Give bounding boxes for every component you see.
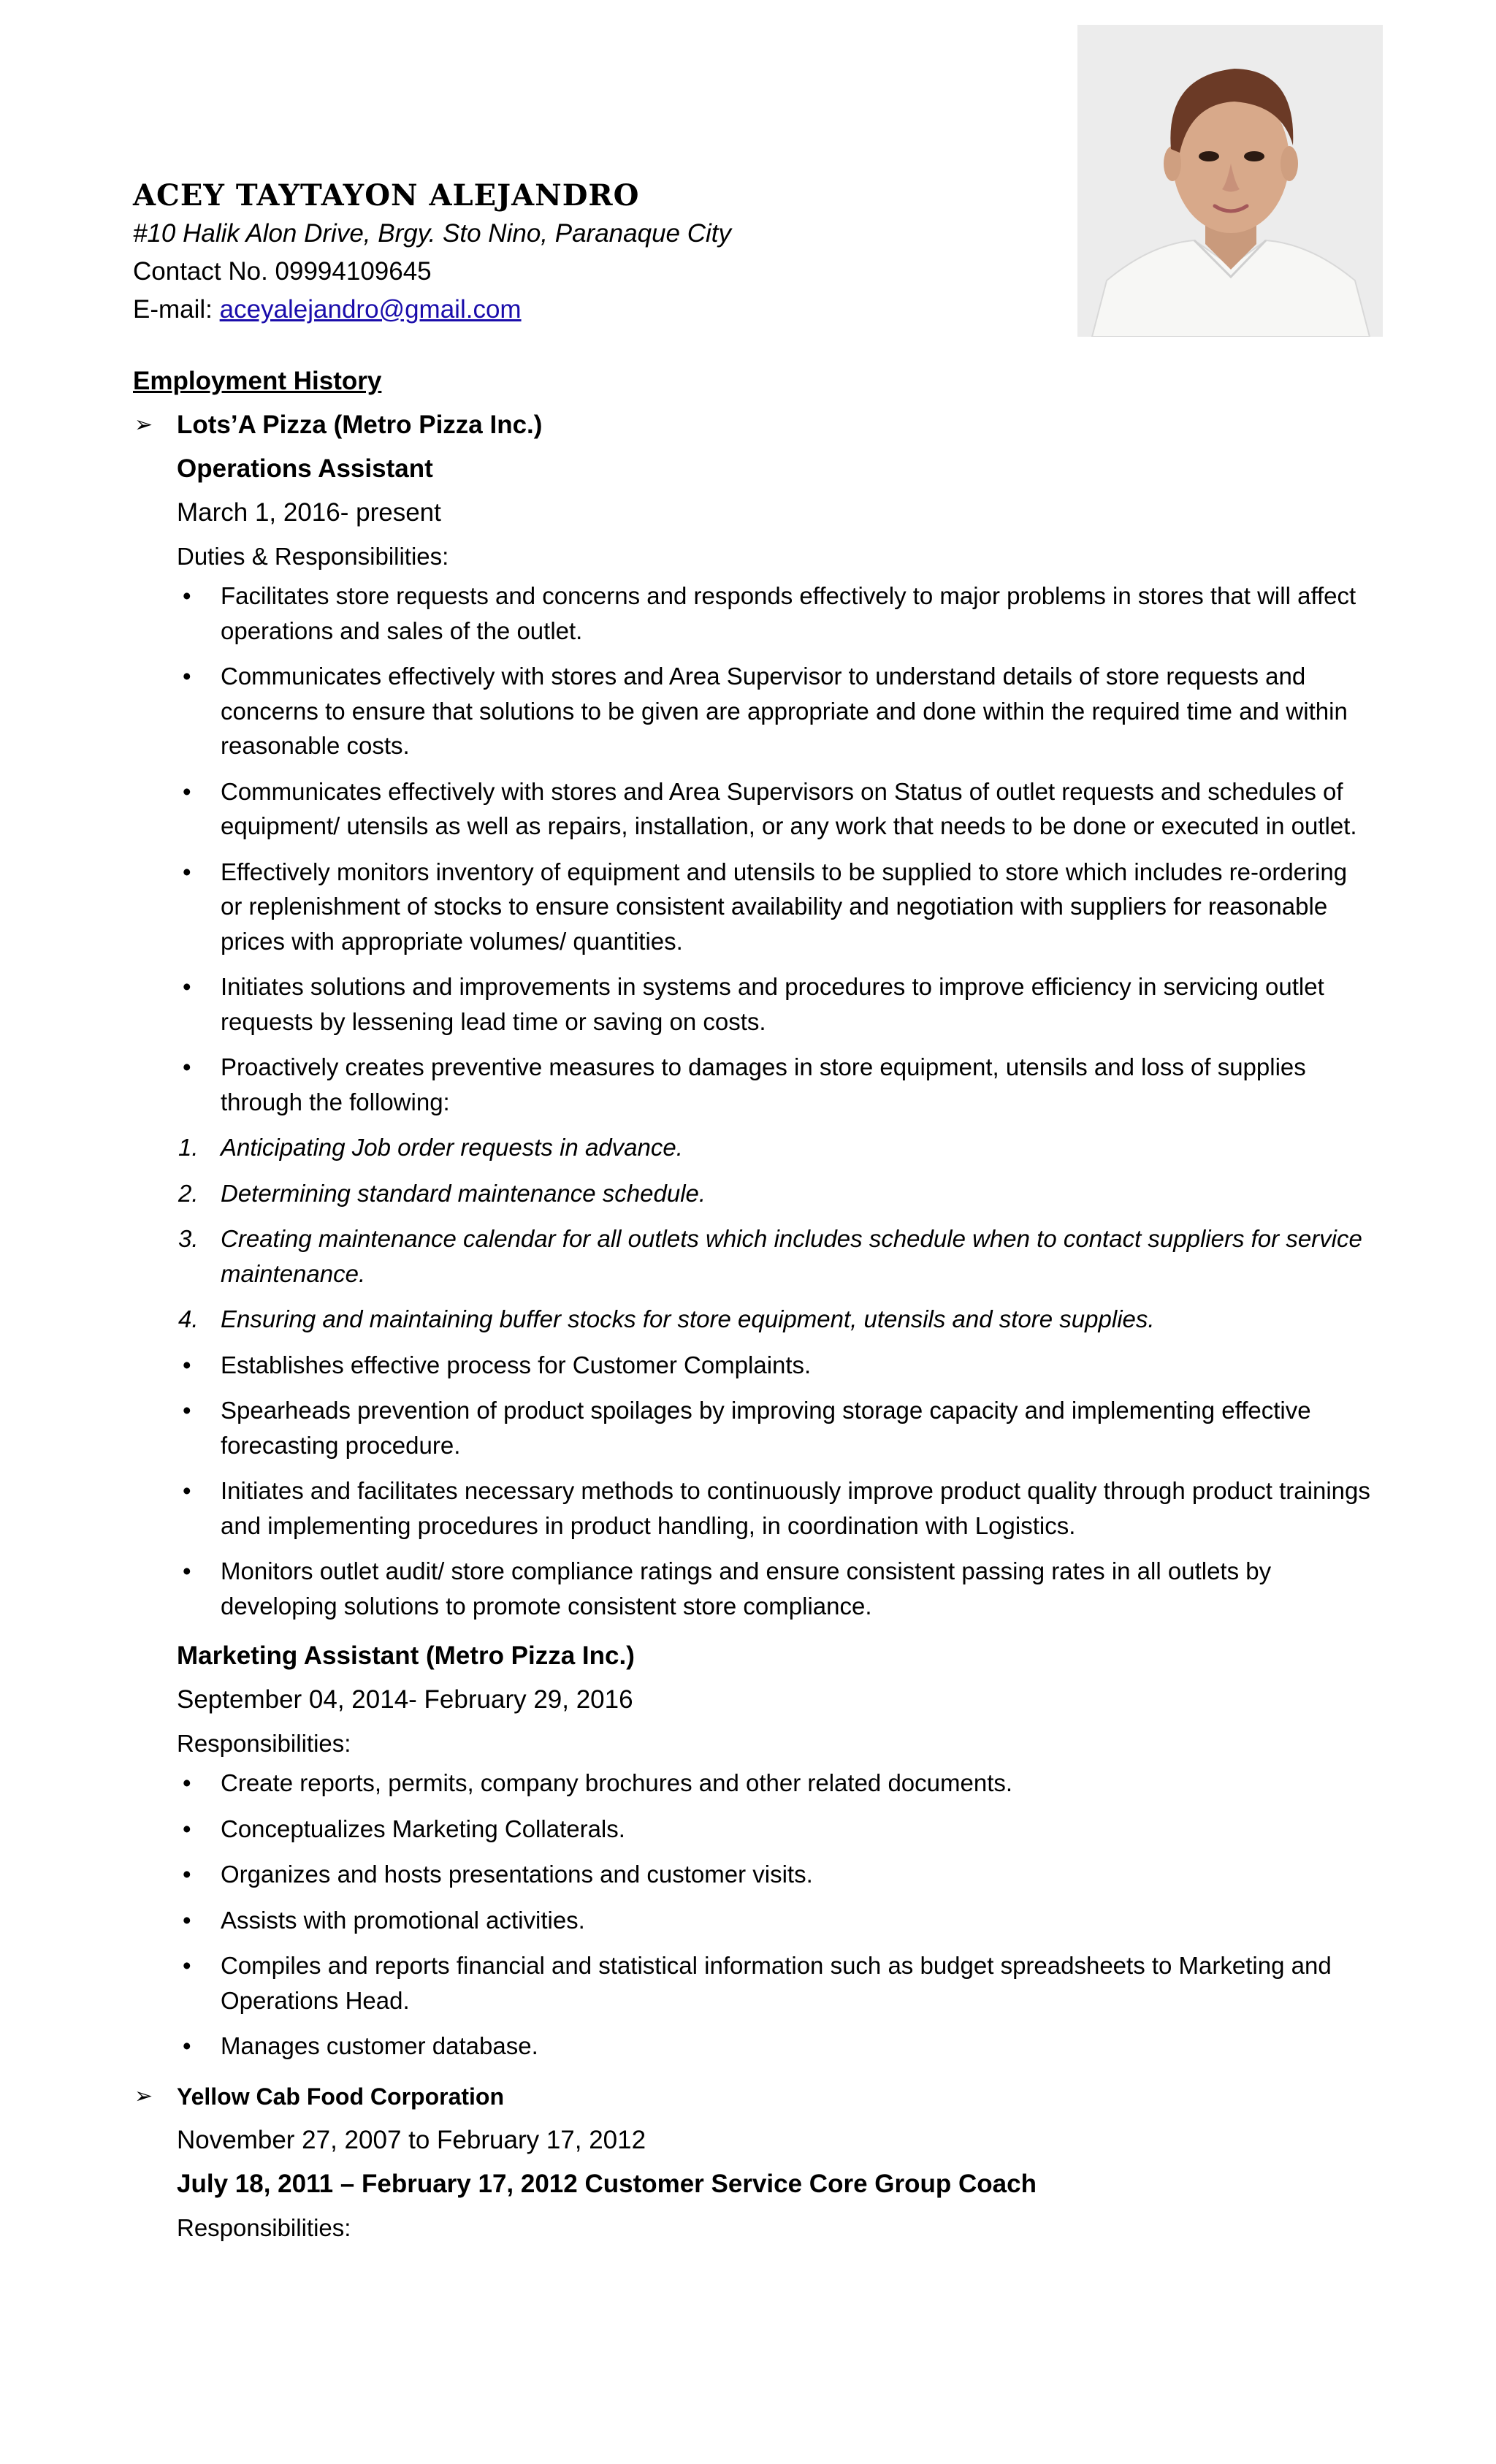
- list-item: [133, 1554, 1375, 1623]
- list-item-text: Anticipating Job order requests in advance.: [221, 1134, 683, 1161]
- email-line: [133, 291, 731, 329]
- applicant-name: ACEY TAYTAYON ALEJANDRO: [133, 178, 640, 213]
- bullet-icon: •: [183, 1397, 191, 1424]
- employment-section: [133, 359, 1375, 2250]
- contact-number: Contact No. 09994109645: [133, 257, 432, 286]
- item-number: 1.: [178, 1134, 199, 1161]
- list-item: [133, 1393, 1375, 1462]
- numbered-item: [133, 1221, 1375, 1291]
- list-item-text: Conceptualizes Marketing Collaterals.: [221, 1815, 625, 1842]
- list-item-text: Creating maintenance calendar for all outlets which includes schedule when to contact suppliers for service maintenance.: [221, 1225, 1362, 1287]
- list-item-text: Initiates solutions and improvements in systems and procedures to improve efficiency in servicing outlet requests by lessening lead time or saving on costs.: [221, 973, 1324, 1035]
- bullet-icon: •: [183, 777, 191, 805]
- list-item: [133, 1812, 1375, 1847]
- list-item-text: Communicates effectively with stores and Area Supervisors on Status of outlet requests and schedules of equipment/ utensils as well as repairs, installation, or any work that needs to be done or executed in outlet.: [221, 777, 1357, 839]
- list-item-text: Spearheads prevention of product spoilages by improving storage capacity and implementing effective forecasting procedure.: [221, 1397, 1311, 1459]
- job-title: Marketing Assistant (Metro Pizza Inc.): [177, 1641, 635, 1670]
- section-title: Employment History: [133, 367, 382, 395]
- list-item-text: Determining standard maintenance schedule.: [221, 1179, 706, 1207]
- bullet-icon: •: [183, 1351, 191, 1378]
- bullet-icon: •: [183, 582, 191, 609]
- list-item: [133, 579, 1375, 648]
- arrow-bullet-icon: ➢: [134, 413, 153, 437]
- job-title: Operations Assistant: [177, 454, 433, 483]
- item-number: 3.: [178, 1225, 199, 1252]
- list-item-text: Compiles and reports financial and statistical information such as budget spreadsheets to Marketing and Operations Head.: [221, 1952, 1332, 2014]
- list-item: [133, 1948, 1375, 2018]
- bullet-icon: •: [183, 1769, 191, 1796]
- list-item: [133, 1857, 1375, 1892]
- bullet-icon: •: [183, 1557, 191, 1584]
- bullet-icon: •: [183, 663, 191, 690]
- list-item: [133, 1903, 1375, 1938]
- list-item-text: Effectively monitors inventory of equipment and utensils to be supplied to store which includes re-ordering or replenishment of stocks to ensure consistent availability and negotiation with suppliers for reasonable prices with appropriate volumes/ quantities.: [221, 858, 1348, 955]
- list-item-text: Manages customer database.: [221, 2032, 538, 2059]
- bullet-icon: •: [183, 1952, 191, 1979]
- duties-list: [133, 579, 1375, 1623]
- profile-photo: [1077, 25, 1383, 337]
- list-item-text: Organizes and hosts presentations and customer visits.: [221, 1861, 813, 1888]
- responsibilities-label: Responsibilities:: [177, 2213, 351, 2241]
- list-item-text: Communicates effectively with stores and Area Supervisor to understand details of store requests and concerns to ensure that solutions to be given are appropriate and done within the required time and within reasonable costs.: [221, 663, 1348, 759]
- list-item: [133, 1050, 1375, 1119]
- list-item-text: Assists with promotional activities.: [221, 1906, 585, 1934]
- list-item: [133, 659, 1375, 763]
- job-dates: November 27, 2007 to February 17, 2012: [177, 2125, 646, 2154]
- arrow-bullet-icon: ➢: [134, 2083, 153, 2108]
- bullet-icon: •: [183, 973, 191, 1000]
- job-dates: September 04, 2014- February 29, 2016: [177, 1685, 633, 1714]
- numbered-item: [133, 1302, 1375, 1337]
- list-item-text: Create reports, permits, company brochures and other related documents.: [221, 1769, 1013, 1796]
- list-item-text: Facilitates store requests and concerns and responds effectively to major problems in stores that will affect operations and sales of the outlet.: [221, 582, 1356, 644]
- bullet-icon: •: [183, 2032, 191, 2059]
- company-name: Lots’A Pizza (Metro Pizza Inc.): [177, 411, 543, 439]
- email-link[interactable]: aceyalejandro@gmail.com: [219, 295, 522, 324]
- contact-header: [133, 177, 731, 329]
- bullet-icon: •: [183, 1815, 191, 1842]
- item-number: 2.: [178, 1179, 199, 1207]
- responsibilities-label: Responsibilities:: [177, 1730, 351, 1757]
- company-heading: [133, 403, 1375, 447]
- bullet-icon: •: [183, 858, 191, 885]
- list-item: [133, 969, 1375, 1039]
- job-title: July 18, 2011 – February 17, 2012 Customer Service Core Group Coach: [177, 2169, 1037, 2198]
- bullet-icon: •: [183, 1053, 191, 1080]
- numbered-item: [133, 1176, 1375, 1211]
- list-item: [133, 1766, 1375, 1801]
- list-item-text: Initiates and facilitates necessary methods to continuously improve product quality through product trainings and implementing procedures in product handling, in coordination with Logistics.: [221, 1477, 1370, 1539]
- list-item: [133, 1473, 1375, 1543]
- bullet-icon: •: [183, 1477, 191, 1504]
- bullet-icon: •: [183, 1906, 191, 1934]
- duties-label: Duties & Responsibilities:: [177, 543, 449, 570]
- job-dates: March 1, 2016- present: [177, 498, 441, 527]
- bullet-icon: •: [183, 1861, 191, 1888]
- list-item: [133, 774, 1375, 844]
- list-item: [133, 855, 1375, 959]
- list-item-text: Establishes effective process for Customer Complaints.: [221, 1351, 812, 1378]
- company-name: Yellow Cab Food Corporation: [177, 2083, 504, 2110]
- numbered-item: [133, 1130, 1375, 1165]
- list-item: [133, 2029, 1375, 2064]
- item-number: 4.: [178, 1305, 199, 1332]
- list-item-text: Monitors outlet audit/ store compliance ratings and ensure consistent passing rates in all outlets by developing solutions to promote consistent store compliance.: [221, 1557, 1272, 1620]
- list-item: [133, 1348, 1375, 1383]
- list-item-text: Ensuring and maintaining buffer stocks for store equipment, utensils and store supplies.: [221, 1305, 1155, 1332]
- address-line: #10 Halik Alon Drive, Brgy. Sto Nino, Paranaque City: [133, 219, 731, 248]
- list-item-text: Proactively creates preventive measures to damages in store equipment, utensils and loss of supplies through the following:: [221, 1053, 1306, 1115]
- email-label: E-mail:: [133, 295, 220, 324]
- responsibilities-list: [133, 1766, 1375, 2064]
- company-heading: [133, 2075, 1375, 2118]
